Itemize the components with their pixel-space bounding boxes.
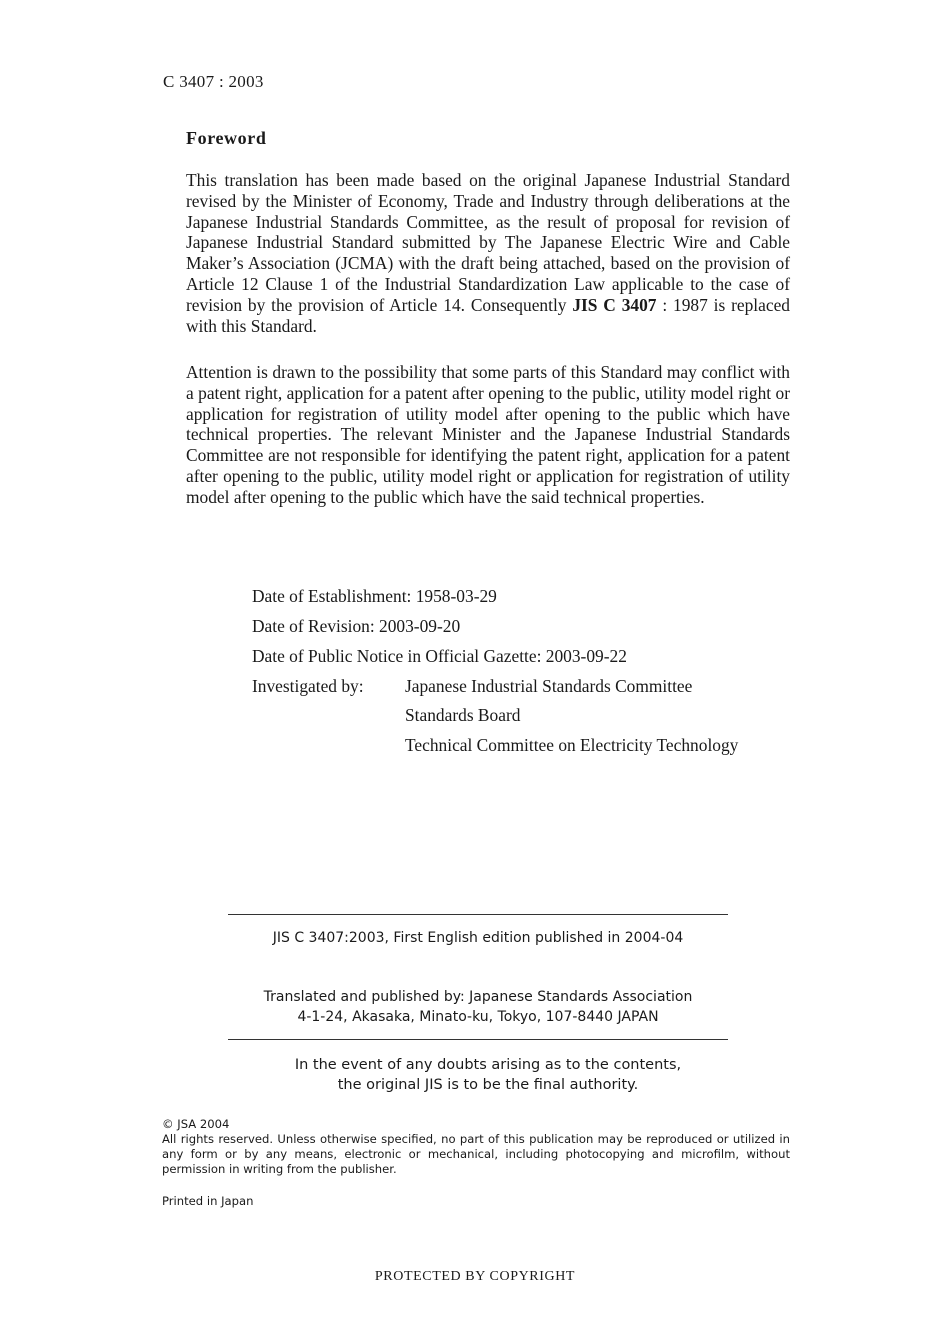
authority-note	[228, 1055, 748, 1095]
copyright-notice: © JSA 2004	[162, 1117, 230, 1131]
edition-note: JIS C 3407:2003, First English edition published in 2004-04	[272, 930, 684, 946]
document-id: C 3407 : 2003	[163, 72, 264, 91]
divider-top	[228, 914, 728, 915]
protected-footer: PROTECTED BY COPYRIGHT	[374, 1269, 576, 1284]
authority-line-2: the original JIS is to be the final authority.	[337, 1077, 639, 1093]
authority-line-1: In the event of any doubts arising as to the contents,	[294, 1057, 682, 1073]
investigated-by-label: Investigated by:	[252, 676, 364, 696]
date-of-establishment: Date of Establishment: 1958-03-29	[252, 586, 497, 606]
publisher-line-1: Translated and published by: Japanese Standards Association	[263, 989, 693, 1005]
investigator-1: Japanese Industrial Standards Committee	[405, 676, 693, 696]
rights-statement: All rights reserved. Unless otherwise specified, no part of this publication may be reproduced or utilized in any form or by any means, electronic or mechanical, including photocopying and microfilm, without permission in writing from the publisher.	[162, 1132, 790, 1176]
copyright-block	[162, 1117, 790, 1177]
foreword-paragraph-2: Attention is drawn to the possibility that some parts of this Standard may conflict with a patent right, application for a patent after opening to the public, utility model right or application for registration of utility model after opening to the public which have technical properties. The relevant Minister and the Japanese Industrial Standards Committee are not responsible for identifying the patent right, application for a patent after opening to the public, utility model right or application for registration of utility model after opening to the public which have the said technical properties.	[186, 362, 790, 507]
publisher-block	[228, 987, 728, 1027]
date-of-public-notice: Date of Public Notice in Official Gazette: 2003-09-22	[252, 646, 627, 666]
foreword-paragraph-1-text: This translation has been made based on the original Japanese Industrial Standard revised by the Minister of Economy, Trade and Industry through deliberations at the Japanese Industrial Standards Committee, as the result of proposal for revision of Japanese Industrial Standard submitted by The Japanese Electric Wire and Cable Maker’s Association (JCMA) with the draft being attached, based on the provision of Article 12 Clause 1 of the Industrial Standardization Law applicable to the case of revision by the provision of Article 14. Consequently	[186, 170, 790, 315]
publisher-line-2: 4-1-24, Akasaka, Minato-ku, Tokyo, 107-8440 JAPAN	[297, 1009, 659, 1025]
foreword-heading: Foreword	[186, 128, 267, 148]
foreword-paragraph-1-tail: : 1987 is replaced with this Standard.	[186, 294, 790, 336]
investigator-3: Technical Committee on Electricity Technology	[405, 735, 739, 755]
divider-bottom	[228, 1039, 728, 1040]
printed-in: Printed in Japan	[162, 1194, 254, 1208]
foreword-paragraph-1	[186, 170, 790, 336]
investigator-2: Standards Board	[405, 705, 521, 725]
foreword-paragraph-1-bold: JIS C 3407	[572, 294, 657, 315]
date-of-revision: Date of Revision: 2003-09-20	[252, 616, 461, 636]
